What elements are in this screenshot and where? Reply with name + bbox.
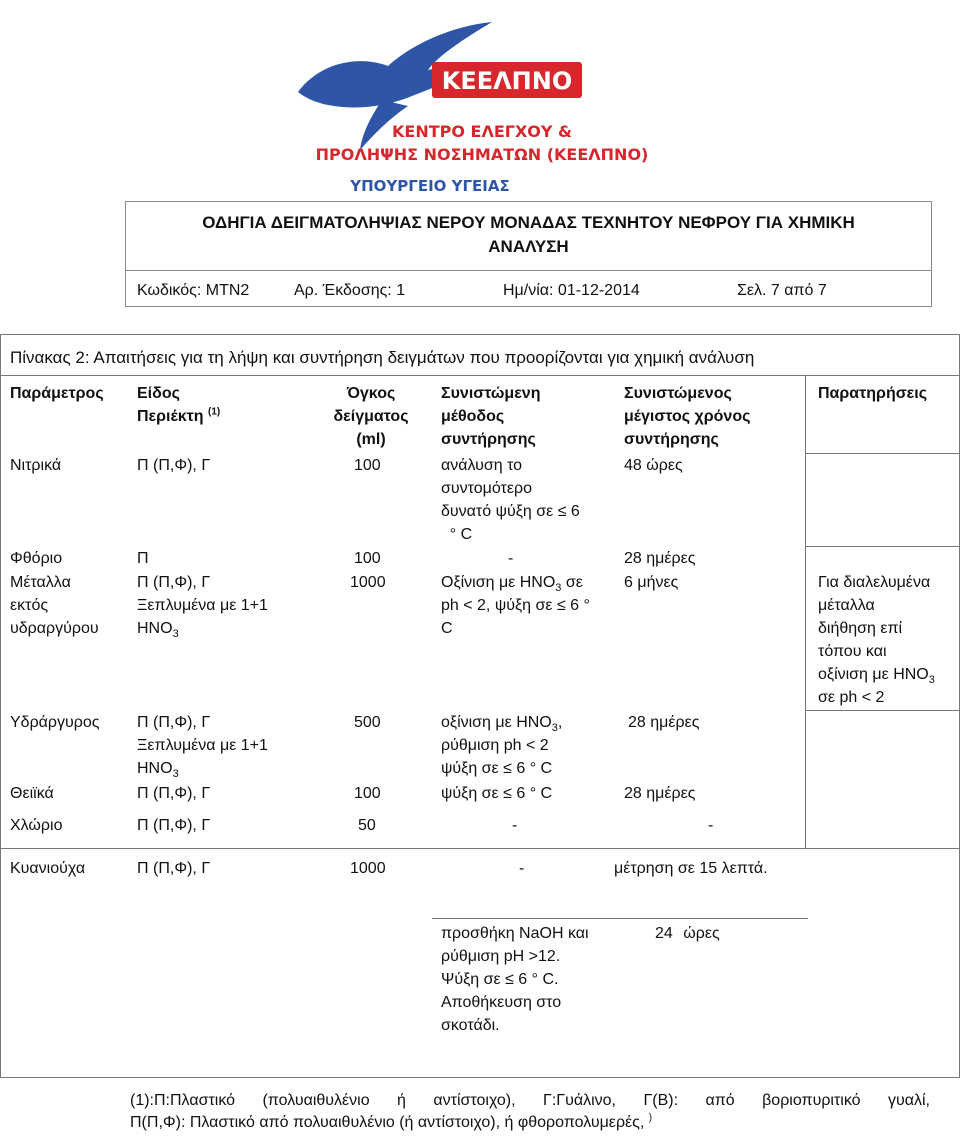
title-line1: ΟΔΗΓΙΑ ΔΕΙΓΜΑΤΟΛΗΨΙΑΣ ΝΕΡΟΥ ΜΟΝΑΔΑΣ ΤΕΧΝΗΤΟΥ ΝΕΦΡΟΥ ΓΙΑ ΧΗΜΙΚΗ <box>202 213 855 232</box>
logo-brand-text: ΚΕΕΛΠΝΟ <box>441 67 573 95</box>
document-title <box>125 211 932 259</box>
row-metals-volume: 1000 <box>350 574 386 591</box>
row-chlorine-param: Χλώριο <box>10 817 63 834</box>
footnote <box>130 1090 930 1134</box>
row-cyanides-method2: προσθήκη NaOH και ρύθμιση pH >12. Ψύξη σε ≤ 6 ° C. Αποθήκευση στο σκοτάδι. <box>441 925 589 1034</box>
logo-line1: ΚΕΝΤΡΟ ΕΛΕΓΧΟΥ & <box>391 122 573 141</box>
header-divider <box>125 270 932 271</box>
row-nitrates-volume: 100 <box>354 457 381 474</box>
header-time: Συνιστώμενος μέγιστος χρόνος συντήρησης <box>624 385 751 448</box>
row-mercury-time: 28 ημέρες <box>628 714 700 731</box>
row-sulfates-method: ψύξη σε ≤ 6 ° C <box>441 785 553 802</box>
row-cyanides-time2: 24 ώρες <box>655 925 720 942</box>
row-chlorine-volume: 50 <box>358 817 376 834</box>
row-nitrates-time: 48 ώρες <box>624 457 683 474</box>
row-metals-time: 6 μήνες <box>624 574 679 591</box>
row-nitrates-param: Νιτρικά <box>10 457 62 474</box>
row-chlorine-container: Π (Π,Φ), Γ <box>137 817 211 834</box>
table-line <box>805 710 960 711</box>
row-mercury-volume: 500 <box>354 714 381 731</box>
row-sulfates-volume: 100 <box>354 785 381 802</box>
row-chlorine-method: - <box>512 817 518 834</box>
header-param: Παράμετρος <box>10 385 104 402</box>
header-method: Συνιστώμενη μέθοδος συντήρησης <box>441 385 541 448</box>
row-sulfates-time: 28 ημέρες <box>624 785 696 802</box>
row-fluoride-volume: 100 <box>354 550 381 567</box>
row-mercury-container: Π (Π,Φ), Γ Ξεπλυμένα με 1+1 $HNO_3$ <box>137 714 268 781</box>
row-mercury-param: Υδράργυρος <box>10 714 100 731</box>
row-fluoride-container: Π <box>137 550 149 567</box>
keelpno-logo <box>262 0 704 200</box>
row-fluoride-method: - <box>508 550 514 567</box>
row-cyanides-time: μέτρηση σε 15 λεπτά. <box>614 860 768 877</box>
table-line <box>805 546 960 547</box>
logo-line2: ΠΡΟΛΗΨΗΣ ΝΟΣΗΜΑΤΩΝ (ΚΕΕΛΠΝΟ) <box>315 145 649 164</box>
row-cyanides-volume: 1000 <box>350 860 386 877</box>
footnote-line1: (1):Π:Πλαστικό (πολυαιθυλένιο ή αντίστοιχο), Γ:Γυάλινο, Γ(Β): από βοριοπυριτικό γυαλί, <box>130 1092 930 1109</box>
row-metals-method: Οξίνιση με $HNO_3$ σε ph < 2, ψύξη σε ≤ 6 ° C <box>441 574 590 637</box>
doc-page: Σελ. 7 από 7 <box>737 282 827 299</box>
row-cyanides-container: Π (Π,Φ), Γ <box>137 860 211 877</box>
header-notes: Παρατηρήσεις <box>818 385 928 402</box>
row-mercury-method: οξίνιση με $HNO_3$, ρύθμιση ph < 2 ψύξη σε ≤ 6 ° C <box>441 714 563 777</box>
row-nitrates-method: ανάλυση το συντομότερο δυνατό ψύξη σε ≤ 6 ° C <box>441 457 580 543</box>
table-caption: Πίνακας 2: Απαιτήσεις για τη λήψη και συντήρηση δειγμάτων που προορίζονται για χημική ανάλυση <box>10 348 755 367</box>
row-metals-notes: Για διαλελυμένα μέταλλα διήθηση επί τόπου και οξίνιση με $HNO_3$ σε ph < 2 <box>818 574 935 706</box>
logo-graphic <box>262 0 704 200</box>
table-line <box>805 453 960 454</box>
header-volume: Όγκος δείγματος (ml) <box>333 385 409 448</box>
logo-line3: ΥΠΟΥΡΓΕΙΟ ΥΓΕΙΑΣ <box>350 177 510 195</box>
table-line <box>432 918 808 919</box>
row-metals-param: Μέταλλα εκτός υδραργύρου <box>10 574 99 637</box>
title-line2: ΑΝΑΛΥΣΗ <box>488 237 569 256</box>
doc-date: Ημ/νία: 01-12-2014 <box>503 282 640 299</box>
row-chlorine-time: - <box>708 817 714 834</box>
row-metals-container: Π (Π,Φ), Γ Ξεπλυμένα με 1+1 $HNO_3$ <box>137 574 268 641</box>
table-line <box>805 375 806 848</box>
row-sulfates-param: Θειϊκά <box>10 785 54 802</box>
row-sulfates-container: Π (Π,Φ), Γ <box>137 785 211 802</box>
footnote-line2: Π(Π,Φ): Πλαστικό από πολυαιθυλένιο (ή αντίστοιχο), ή φθοροπολυμερές, ) <box>130 1112 653 1131</box>
row-fluoride-param: Φθόριο <box>10 550 63 567</box>
table-line <box>0 848 960 849</box>
header-container: Είδος Περιέκτη $^{(1)}$ <box>137 385 221 425</box>
doc-code: Κωδικός: ΜΤΝ2 <box>137 282 250 299</box>
row-cyanides-param: Κυανιούχα <box>10 860 86 877</box>
table-line <box>0 375 960 376</box>
row-fluoride-time: 28 ημέρες <box>624 550 696 567</box>
row-cyanides-method: - <box>519 860 525 877</box>
doc-edition: Αρ. Έκδοσης: 1 <box>294 282 406 299</box>
row-nitrates-container: Π (Π,Φ), Γ <box>137 457 211 474</box>
